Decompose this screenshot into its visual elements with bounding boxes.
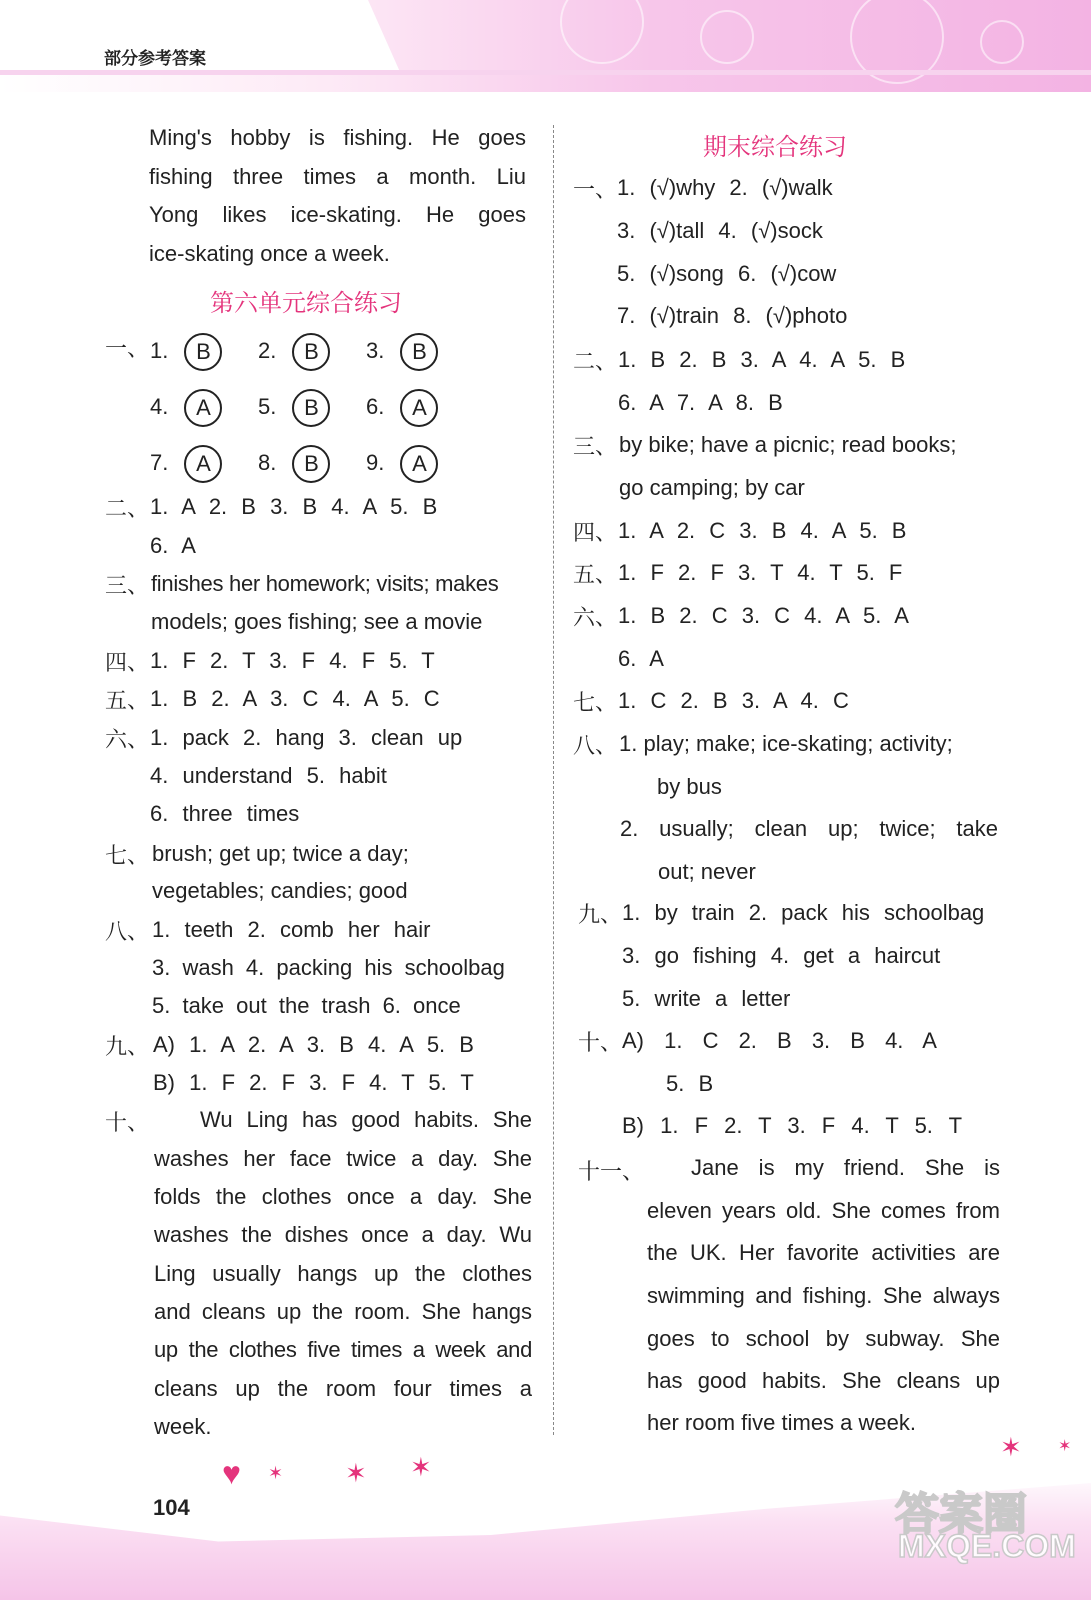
answer-line: 5. write a letter <box>622 986 791 1011</box>
answer-line: 1. by train 2. pack his schoolbag <box>622 900 985 925</box>
question-label: 十、 <box>578 1031 623 1056</box>
item-number: 4. <box>150 393 169 419</box>
circled-answer: B <box>292 445 330 483</box>
passage-line: washes the dishes once a day. Wu <box>154 1222 532 1247</box>
passage-line: week. <box>154 1414 212 1439</box>
item-number: 9. <box>366 449 385 475</box>
answer-line: A) 1. A 2. A 3. B 4. A 5. B <box>153 1032 474 1057</box>
answer-line: 6. three times <box>150 801 300 826</box>
answer-line: 1. B 2. B 3. A 4. A 5. B <box>618 347 906 372</box>
answer-line: 3. go fishing 4. get a haircut <box>622 943 941 968</box>
answer-line: go camping; by car <box>619 475 805 500</box>
answer-line: 5. B <box>666 1071 714 1096</box>
passage-line: eleven years old. She comes from <box>647 1198 1000 1223</box>
watermark-url: MXQE.COM <box>898 1528 1076 1564</box>
star-icon: ✶ <box>410 1452 432 1482</box>
answer-line: B) 1. F 2. F 3. F 4. T 5. T <box>153 1070 474 1095</box>
passage-line: ice-skating once a week. <box>149 241 390 266</box>
circled-answer: A <box>184 445 222 483</box>
answer-line: 1. A 2. C 3. B 4. A 5. B <box>618 518 907 543</box>
answer-line: 3. (√)tall 4. (√)sock <box>617 218 823 243</box>
decorative-bubble <box>980 20 1024 64</box>
question-label: 八、 <box>573 734 618 759</box>
column-divider <box>553 125 554 1435</box>
answer-line: A) 1. C 2. B 3. B 4. A <box>622 1028 937 1053</box>
question-label: 十、 <box>105 1111 150 1136</box>
question-label: 十一、 <box>578 1160 645 1185</box>
question-label: 九、 <box>105 1035 150 1060</box>
header-divider <box>0 70 1091 75</box>
answer-line: finishes her homework; visits; makes <box>151 571 499 596</box>
answer-line: out; never <box>658 859 756 884</box>
circled-answer: B <box>292 333 330 371</box>
star-icon: ✶ <box>268 1463 284 1483</box>
passage-line: washes her face twice a day. She <box>154 1146 532 1171</box>
question-label: 一、 <box>573 178 618 203</box>
passage-line: cleans up the room four times a <box>154 1376 532 1401</box>
answer-line: 4. understand 5. habit <box>150 763 387 788</box>
answer-line: 1. B 2. A 3. C 4. A 5. C <box>150 686 440 711</box>
passage-line: up the clothes five times a week and <box>154 1337 532 1362</box>
item-number: 1. <box>150 337 169 363</box>
question-label: 五、 <box>573 563 618 588</box>
heart-icon: ♥ <box>222 1455 241 1491</box>
question-label: 四、 <box>573 521 618 546</box>
item-number: 8. <box>258 449 277 475</box>
circled-answer: A <box>400 445 438 483</box>
passage-line: Ming's hobby is fishing. He goes <box>149 125 526 150</box>
answer-line: 1. pack 2. hang 3. clean up <box>150 725 463 750</box>
item-number: 2. <box>258 337 277 363</box>
question-label: 三、 <box>105 574 150 599</box>
passage-line: goes to school by subway. She <box>647 1326 1000 1351</box>
circled-answer: B <box>184 333 222 371</box>
question-label: 五、 <box>105 689 150 714</box>
star-icon: ✶ <box>1058 1438 1072 1455</box>
question-label: 八、 <box>105 920 150 945</box>
passage-line: and cleans up the room. She hangs <box>154 1299 532 1324</box>
passage-line: Ling usually hangs up the clothes <box>154 1261 532 1286</box>
decorative-bubble <box>700 10 754 64</box>
question-label: 六、 <box>573 606 618 631</box>
question-label: 六、 <box>105 728 150 753</box>
answer-line: 7. (√)train 8. (√)photo <box>617 303 848 328</box>
question-label: 四、 <box>105 651 150 676</box>
question-label: 二、 <box>573 350 618 375</box>
answer-line: 1. A 2. B 3. B 4. A 5. B <box>150 494 438 519</box>
passage-line: Yong likes ice-skating. He goes <box>149 202 526 227</box>
answer-line: 6. A <box>150 533 196 558</box>
section-title-unit6: 第六单元综合练习 <box>210 289 402 317</box>
item-number: 6. <box>366 393 385 419</box>
star-icon: ✶ <box>345 1458 367 1488</box>
answer-line: 5. take out the trash 6. once <box>152 993 461 1018</box>
question-label: 三、 <box>573 435 618 460</box>
answer-line: B) 1. F 2. T 3. F 4. T 5. T <box>622 1113 963 1138</box>
answer-line: models; goes fishing; see a movie <box>151 609 483 634</box>
watermark-logo: 答案圈 <box>895 1489 1027 1540</box>
star-icon: ✶ <box>1000 1432 1022 1462</box>
answer-line: 6. A <box>618 646 664 671</box>
answer-line: 5. (√)song 6. (√)cow <box>617 261 837 286</box>
circled-answer: A <box>184 389 222 427</box>
answer-line: by bus <box>657 774 722 799</box>
passage-line: has good habits. She cleans up <box>647 1368 1000 1393</box>
circled-answer: B <box>400 333 438 371</box>
passage-line: her room five times a week. <box>647 1410 916 1435</box>
section-title-final: 期末综合练习 <box>703 133 847 161</box>
circled-answer: A <box>400 389 438 427</box>
passage-line: the UK. Her favorite activities are <box>647 1240 1000 1265</box>
passage-line: folds the clothes once a day. She <box>154 1184 532 1209</box>
answer-line: 1. F 2. F 3. T 4. T 5. F <box>618 560 903 585</box>
answer-line: 1. (√)why 2. (√)walk <box>617 175 833 200</box>
answer-line: 1. B 2. C 3. C 4. A 5. A <box>618 603 909 628</box>
passage-line: swimming and fishing. She always <box>647 1283 1000 1308</box>
answer-line: 3. wash 4. packing his schoolbag <box>152 955 505 980</box>
item-number: 3. <box>366 337 385 363</box>
passage-line: Jane is my friend. She is <box>691 1155 1000 1180</box>
answer-line: by bike; have a picnic; read books; <box>619 432 957 457</box>
question-label: 七、 <box>573 691 618 716</box>
answer-line: 1. teeth 2. comb her hair <box>152 917 431 942</box>
question-label: 七、 <box>105 844 150 869</box>
item-number: 5. <box>258 393 277 419</box>
answer-line: vegetables; candies; good <box>152 878 408 903</box>
answer-line: 1. C 2. B 3. A 4. C <box>618 688 849 713</box>
question-label: 一、 <box>105 337 150 362</box>
answer-line: 2. usually; clean up; twice; take <box>620 816 998 841</box>
circled-answer: B <box>292 389 330 427</box>
answer-line: 1. F 2. T 3. F 4. F 5. T <box>150 648 435 673</box>
page-number: 104 <box>153 1495 190 1520</box>
question-label: 九、 <box>578 903 623 928</box>
answer-line: 6. A 7. A 8. B <box>618 390 783 415</box>
question-label: 二、 <box>105 497 150 522</box>
item-number: 7. <box>150 449 169 475</box>
page-header-title: 部分参考答案 <box>104 49 206 69</box>
passage-line: fishing three times a month. Liu <box>149 164 526 189</box>
answer-line: brush; get up; twice a day; <box>152 841 409 866</box>
passage-line: Wu Ling has good habits. She <box>200 1107 532 1132</box>
answer-line: 1. play; make; ice-skating; activity; <box>619 731 953 756</box>
